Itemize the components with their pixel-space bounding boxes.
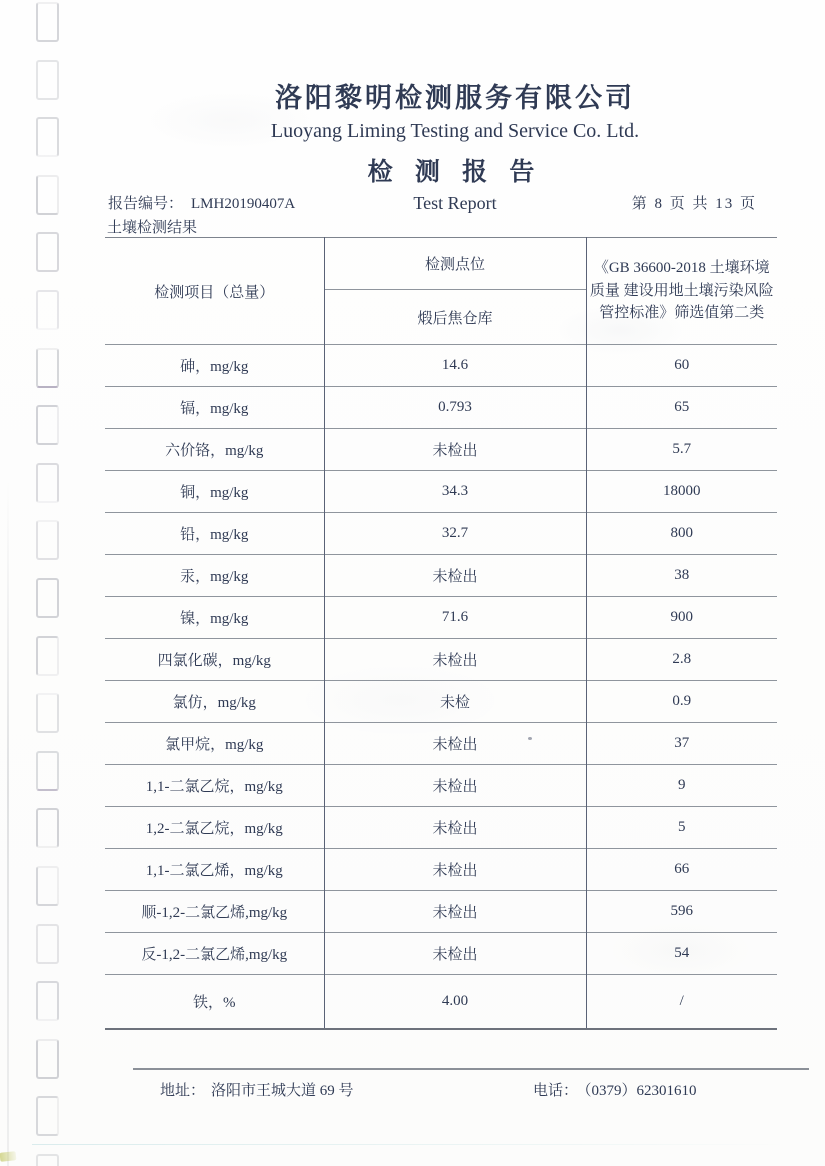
binder-holes-column (0, 0, 70, 1166)
table-row (105, 975, 777, 1029)
cell-limit: 900 (586, 597, 777, 639)
cell-item: 铜，mg/kg (105, 471, 324, 513)
cell-limit: 5.7 (586, 429, 777, 471)
col-header-standard: 《GB 36600-2018 土壤环境质量 建设用地土壤污染风险管控标准》筛选值第二类 (589, 260, 774, 322)
report-title-en: Test Report (413, 193, 497, 213)
section-title: 土壤检测结果 (107, 220, 198, 236)
cell-limit: 65 (586, 387, 777, 429)
table-row (105, 849, 777, 891)
binder-hole (36, 405, 59, 445)
table-row (105, 387, 777, 429)
cell-value: 未检出 (324, 723, 586, 765)
cell-value: 未检出 (324, 765, 586, 807)
binder-hole (36, 117, 59, 157)
cell-limit: 596 (586, 891, 777, 933)
binder-hole (36, 232, 59, 272)
table-row (105, 345, 777, 387)
cell-limit: 37 (586, 723, 777, 765)
table-row (105, 555, 777, 597)
binder-hole (36, 693, 59, 733)
meta-row (108, 192, 777, 213)
binder-hole (36, 1096, 59, 1136)
col-header-item: 检测项目（总量） (105, 238, 324, 345)
cell-value: 未检出 (324, 555, 586, 597)
table-row (105, 765, 777, 807)
table-row (105, 723, 777, 765)
report-number (108, 192, 295, 213)
company-name-cn: 洛阳黎明检测服务有限公司 (275, 83, 635, 113)
binder-hole (36, 463, 59, 503)
cell-item: 顺-1,2-二氯乙烯,mg/kg (105, 891, 324, 933)
cell-item: 汞，mg/kg (105, 555, 324, 597)
footer-divider (133, 1068, 809, 1070)
report-title-cn: 检 测 报 告 (367, 159, 543, 186)
binder-hole (36, 348, 59, 388)
binder-hole (36, 808, 59, 848)
footer-phone-label: 电话： (533, 1083, 579, 1099)
cell-item: 镉，mg/kg (105, 387, 324, 429)
cell-value: 0.793 (324, 387, 586, 429)
table-header-row (105, 238, 777, 290)
cell-item: 铁，% (105, 975, 324, 1029)
cell-value: 未检出 (324, 639, 586, 681)
cell-item: 反-1,2-二氯乙烯,mg/kg (105, 933, 324, 975)
binder-hole (36, 1039, 59, 1079)
cell-value: 32.7 (324, 513, 586, 555)
cell-item: 六价铬，mg/kg (105, 429, 324, 471)
table-row (105, 513, 777, 555)
cell-item: 1,1-二氯乙烷，mg/kg (105, 765, 324, 807)
cell-limit: 2.8 (586, 639, 777, 681)
binder-hole (36, 1154, 59, 1166)
table-row (105, 933, 777, 975)
cell-limit: 9 (586, 765, 777, 807)
cell-limit: 800 (586, 513, 777, 555)
table-row (105, 681, 777, 723)
binder-hole (36, 520, 59, 560)
binder-hole (36, 636, 59, 676)
results-body (105, 345, 777, 1029)
cell-value: 71.6 (324, 597, 586, 639)
cell-item: 镍，mg/kg (105, 597, 324, 639)
cell-limit: 5 (586, 807, 777, 849)
binder-hole (36, 60, 59, 100)
cell-limit: / (586, 975, 777, 1029)
report-number-label: 报告编号： (108, 196, 184, 212)
cell-limit: 66 (586, 849, 777, 891)
corner-artifact (0, 1151, 16, 1162)
cell-value: 未检出 (324, 849, 586, 891)
cell-value: 未检出 (324, 807, 586, 849)
table-row (105, 807, 777, 849)
cell-limit: 0.9 (586, 681, 777, 723)
cell-item: 1,1-二氯乙烯，mg/kg (105, 849, 324, 891)
scan-artifact-line (32, 1144, 792, 1145)
cell-item: 氯甲烷，mg/kg (105, 723, 324, 765)
table-row (105, 429, 777, 471)
binder-hole (36, 751, 59, 791)
cell-item: 氯仿，mg/kg (105, 681, 324, 723)
table-row (105, 639, 777, 681)
binder-hole (36, 2, 59, 42)
cell-limit: 38 (586, 555, 777, 597)
footer-phone (533, 1079, 697, 1100)
col-header-location: 煅后焦仓库 (324, 290, 586, 345)
binder-hole (36, 981, 59, 1021)
company-name-en: Luoyang Liming Testing and Service Co. Ltd. (270, 120, 640, 142)
footer-address-label: 地址： (160, 1083, 206, 1099)
cell-value: 未检出 (324, 429, 586, 471)
cell-item: 1,2-二氯乙烷，mg/kg (105, 807, 324, 849)
page-indicator: 第 8 页 共 13 页 (631, 196, 757, 212)
table-row (105, 597, 777, 639)
cell-limit: 54 (586, 933, 777, 975)
cell-value: 4.00 (324, 975, 586, 1029)
binder-hole (36, 175, 59, 215)
cell-value: 未检出 (324, 891, 586, 933)
col-header-point: 检测点位 (324, 238, 586, 290)
binder-hole (36, 578, 59, 618)
footer-address (160, 1079, 354, 1100)
cell-item: 铅，mg/kg (105, 513, 324, 555)
binder-hole (36, 924, 59, 964)
cell-item: 四氯化碳，mg/kg (105, 639, 324, 681)
cell-item: 砷，mg/kg (105, 345, 324, 387)
results-table (105, 237, 777, 1030)
binder-hole (36, 866, 59, 906)
cell-value: 34.3 (324, 471, 586, 513)
table-row (105, 471, 777, 513)
binder-hole (36, 290, 59, 330)
footer-address-value: 洛阳市王城大道 69 号 (211, 1083, 354, 1099)
footer-phone-value: （0379）62301610 (584, 1083, 697, 1099)
cell-value: 14.6 (324, 345, 586, 387)
cell-value: 未检出 (324, 933, 586, 975)
table-row (105, 891, 777, 933)
cell-limit: 18000 (586, 471, 777, 513)
page-edge-shadow (7, 480, 9, 1166)
report-number-value: LMH20190407A (191, 196, 296, 212)
cell-limit: 60 (586, 345, 777, 387)
cell-value: 未检 (324, 681, 586, 723)
